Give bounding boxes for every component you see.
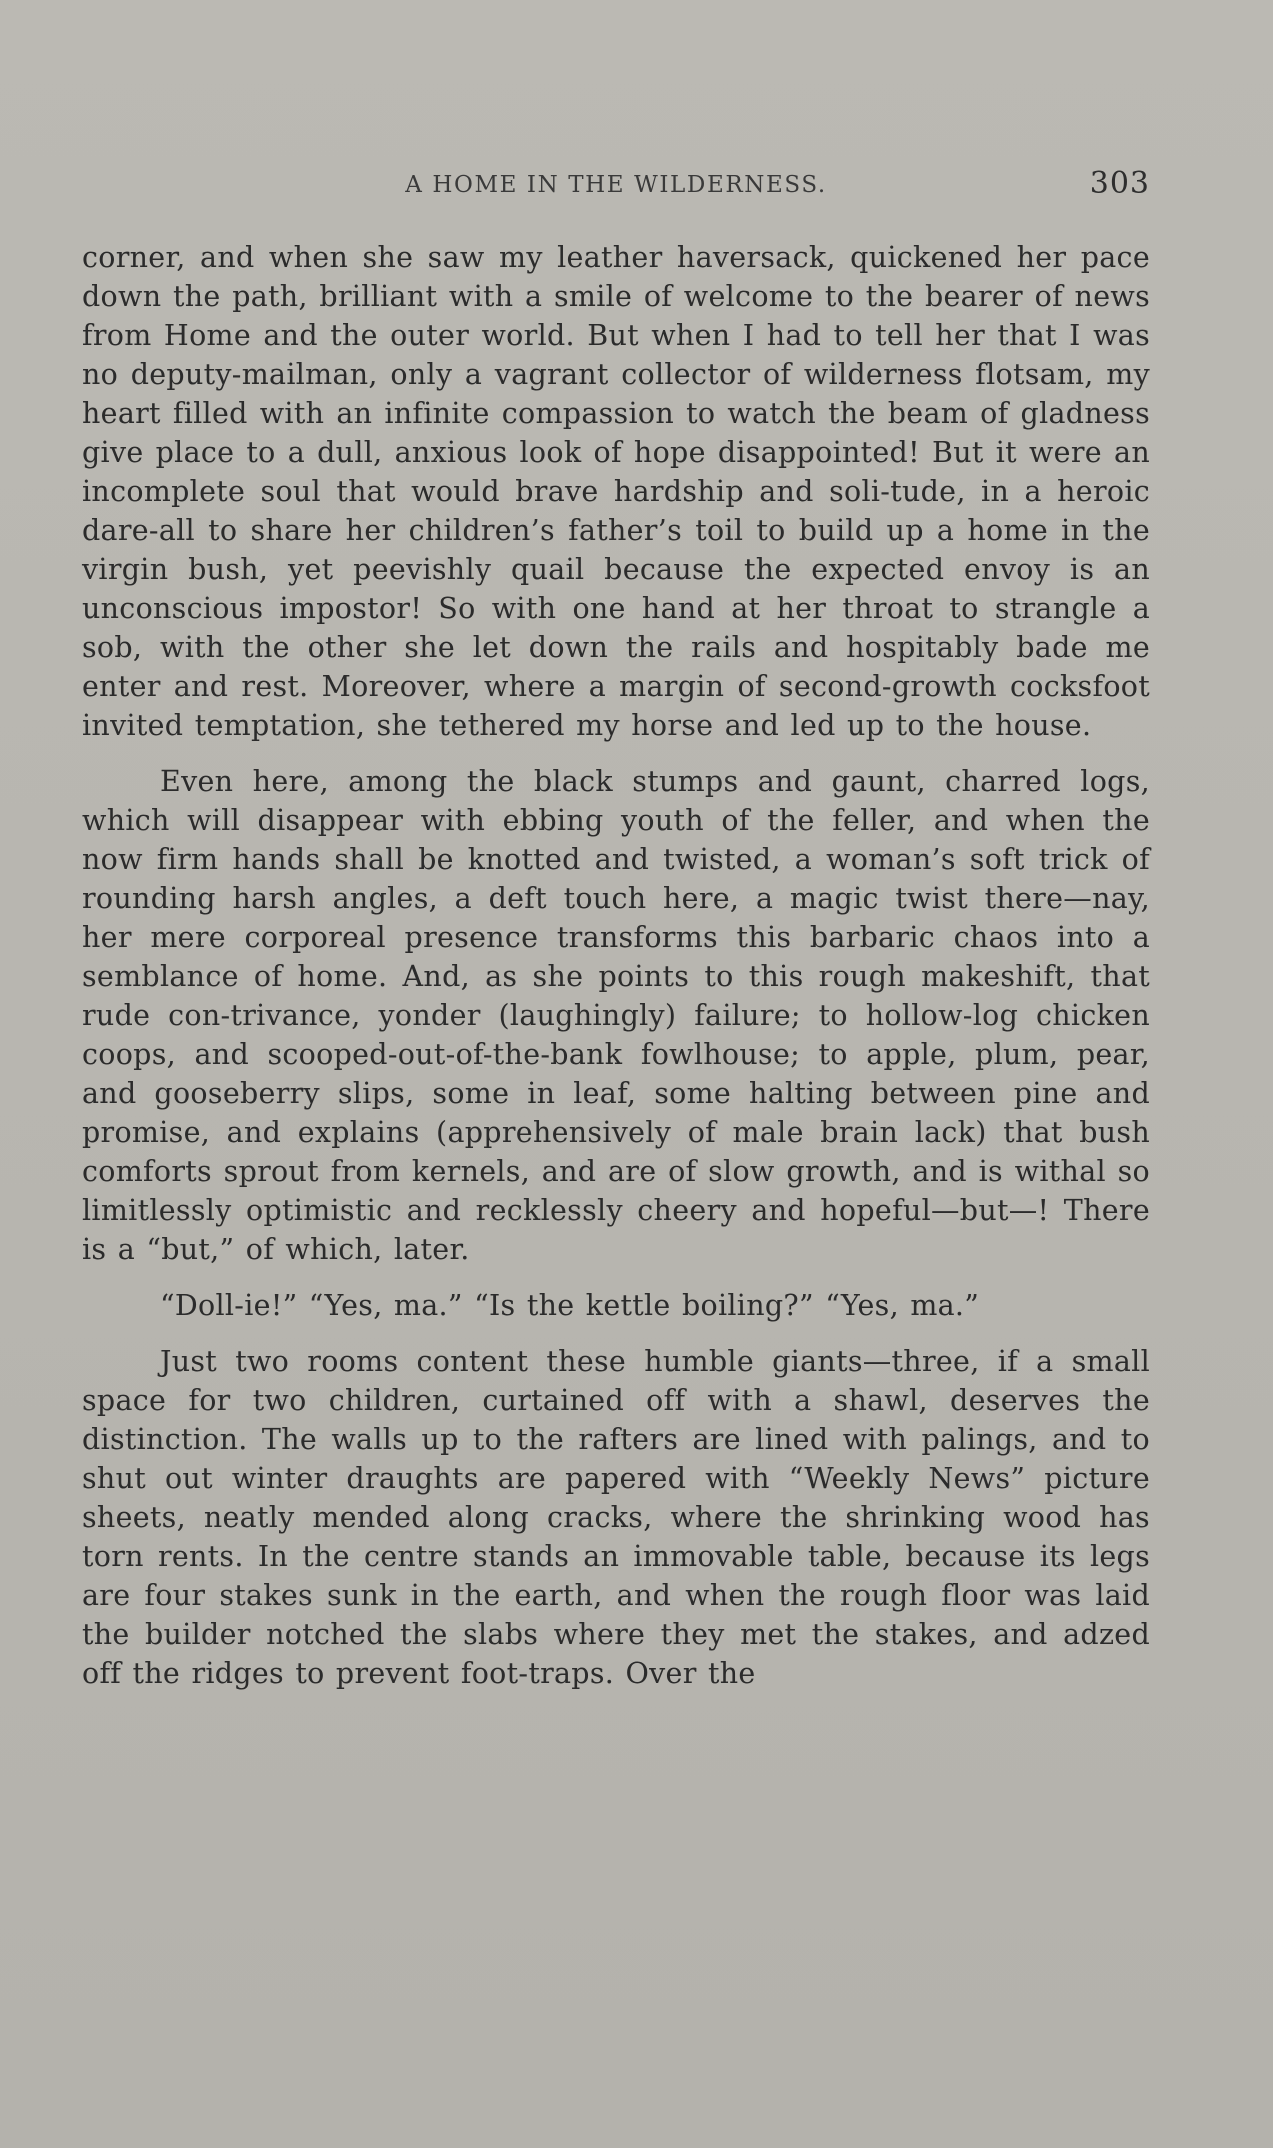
paragraph-even-here: Even here, among the black stumps and gaunt, charred logs, which will disappear with ebbing youth of the feller, and when the now firm hands shall be knotted and twisted, a woman’s soft trick of rounding harsh angles, a deft touch here, a magic twist there—nay, her mere corporeal presence transforms this barbaric chaos into a semblance of home. And, as she points to this rough makeshift, that rude con-trivance, yonder (laughingly) failure; to hollow-log chicken coops, and scooped-out-of-the-bank fowlhouse; to apple, plum, pear, and gooseberry slips, some in leaf, some halting between pine and promise, and explains (apprehensively of male brain lack) that bush comforts sprout from kernels, and are of slow growth, and is withal so limitlessly optimistic and recklessly cheery and hopeful—but—! There is a “but,” of which, later.: [82, 765, 1150, 1266]
running-header: [82, 166, 1150, 210]
running-title: A HOME IN THE WILDERNESS.: [405, 172, 827, 198]
page-number: 303: [1089, 166, 1150, 201]
paragraph-two-rooms: Just two rooms content these humble giants—three, if a small space for two children, curtained off with a shawl, deserves the distinction. The walls up to the rafters are lined with palings, and to shut out winter draughts are papered with “Weekly News” picture sheets, neatly mended along cracks, where the shrinking wood has torn rents. In the centre stands an immovable table, because its legs are four stakes sunk in the earth, and when the rough floor was laid the builder notched the slabs where they met the stakes, and adzed off the ridges to prevent foot-traps. Over the: [82, 1345, 1150, 1690]
paragraph-dialogue: “Doll-ie!” “Yes, ma.” “Is the kettle boiling?” “Yes, ma.”: [160, 1289, 980, 1322]
body-text: [82, 238, 1150, 1693]
paragraph-continuation: corner, and when she saw my leather haversack, quickened her pace down the path, brilliant with a smile of welcome to the bearer of news from Home and the outer world. But when I had to tell her that I was no deputy-mailman, only a vagrant collector of wilderness flotsam, my heart filled with an infinite compassion to watch the beam of gladness give place to a dull, anxious look of hope disappointed! But it were an incomplete soul that would brave hardship and soli-tude, in a heroic dare-all to share her children’s father’s toil to build up a home in the virgin bush, yet peevishly quail because the expected envoy is an unconscious impostor! So with one hand at her throat to strangle a sob, with the other she let down the rails and hospitably bade me enter and rest. Moreover, where a margin of second-growth cocksfoot invited temptation, she tethered my horse and led up to the house.: [82, 241, 1150, 742]
